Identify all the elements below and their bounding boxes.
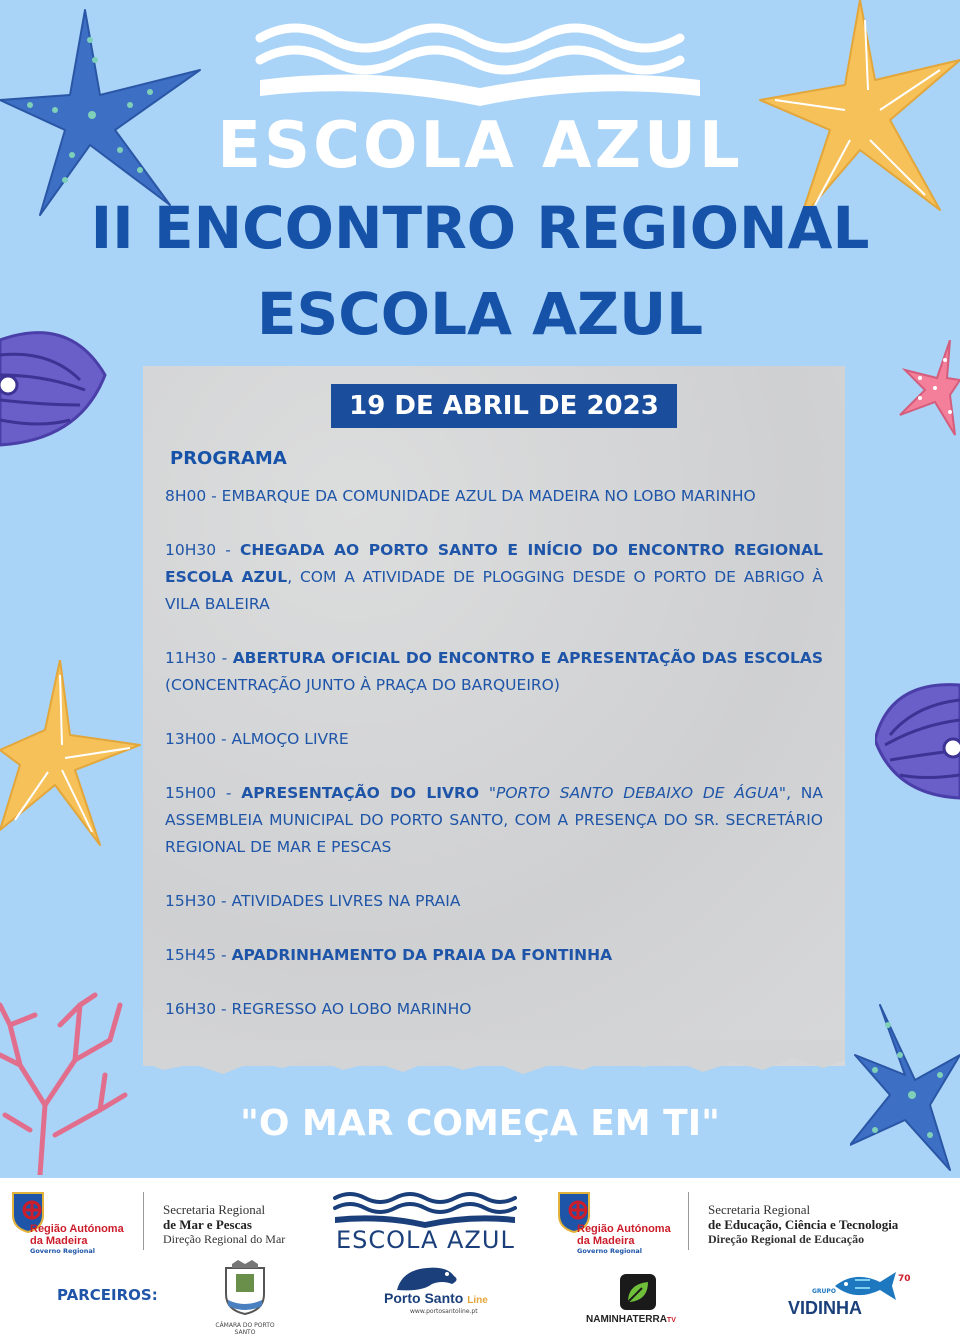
partners-label: PARCEIROS: xyxy=(57,1286,158,1304)
secretaria-mar-pescas: Secretaria Regional de Mar e Pescas Direção Regional do Mar xyxy=(163,1202,286,1246)
event-title-line2: ESCOLA AZUL xyxy=(256,280,704,348)
program-item: 15H45 - APADRINHAMENTO DA PRAIA DA FONTINHA xyxy=(165,946,613,964)
naminhaterra-logo: NAMINHATERRATV xyxy=(586,1314,676,1325)
book-waves-logo-icon xyxy=(250,18,710,118)
program-item: 8H00 - EMBARQUE DA COMUNIDADE AZUL DA MADEIRA NO LOBO MARINHO xyxy=(165,487,756,505)
escola-azul-footer-text: ESCOLA AZUL xyxy=(336,1226,515,1254)
ram-text-2: Região Autónoma da Madeira Governo Regional xyxy=(577,1223,671,1255)
program-item: 15H30 - ATIVIDADES LIVRES NA PRAIA xyxy=(165,892,461,910)
program-item: 11H30 - ABERTURA OFICIAL DO ENCONTRO E APRESENTAÇÃO DAS ESCOLAS (CONCENTRAÇÃO JUNTO À PRAÇA DO BARQUEIRO) xyxy=(165,649,823,694)
brand-title: ESCOLA AZUL xyxy=(217,109,743,183)
program-item: 16H30 - REGRESSO AO LOBO MARINHO xyxy=(165,1000,472,1018)
vidinha-group: GRUPO xyxy=(812,1288,836,1295)
starfish-pink-icon xyxy=(895,340,960,440)
divider xyxy=(143,1192,144,1250)
ram-text-1: Região Autónoma da Madeira Governo Regional xyxy=(30,1223,124,1255)
footer xyxy=(0,1178,960,1338)
program-item: 10H30 - CHEGADA AO PORTO SANTO E INÍCIO DO ENCONTRO REGIONAL ESCOLA AZUL, COM A ATIVIDADE DE PLOGGING DESDE O PORTO DE ABRIGO À VILA BALEIRA xyxy=(165,541,823,613)
shell-purple-right-icon xyxy=(875,680,960,800)
vidinha-logo: VIDINHA xyxy=(788,1298,863,1318)
starfish-blue-right-icon xyxy=(850,995,960,1175)
program-item: 13H00 - ALMOÇO LIVRE xyxy=(165,730,349,748)
slogan: "O MAR COMEÇA EM TI" xyxy=(240,1103,720,1144)
porto-santo-line-logo: Porto Santo Line xyxy=(384,1290,488,1306)
escola-azul-footer-logo-icon xyxy=(330,1190,520,1230)
program-list xyxy=(165,483,823,1050)
vidinha-years: 70 xyxy=(898,1274,911,1284)
secretaria-educacao: Secretaria Regional de Educação, Ciência e Tecnologia Direção Regional de Educação xyxy=(708,1202,899,1246)
divider xyxy=(688,1192,689,1250)
leaf-logo-icon xyxy=(620,1274,656,1310)
camara-label: CÂMARA DO PORTO SANTO xyxy=(215,1322,275,1336)
program-item: 15H00 - APRESENTAÇÃO DO LIVRO "PORTO SANTO DEBAIXO DE ÁGUA", NA ASSEMBLEIA MUNICIPAL DO PORTO SANTO, COM A PRESENÇA DO SR. SECRETÁRIO REGIONAL DE MAR E PESCAS xyxy=(165,784,823,856)
program-label: PROGRAMA xyxy=(170,448,287,469)
event-date: 19 DE ABRIL DE 2023 xyxy=(331,384,677,428)
camara-porto-santo-crest-icon xyxy=(214,1260,276,1324)
event-title-line1: II ENCONTRO REGIONAL xyxy=(90,194,870,262)
starfish-yellow-left-icon xyxy=(0,660,145,850)
porto-santo-url: www.portosantoline.pt xyxy=(410,1308,478,1315)
